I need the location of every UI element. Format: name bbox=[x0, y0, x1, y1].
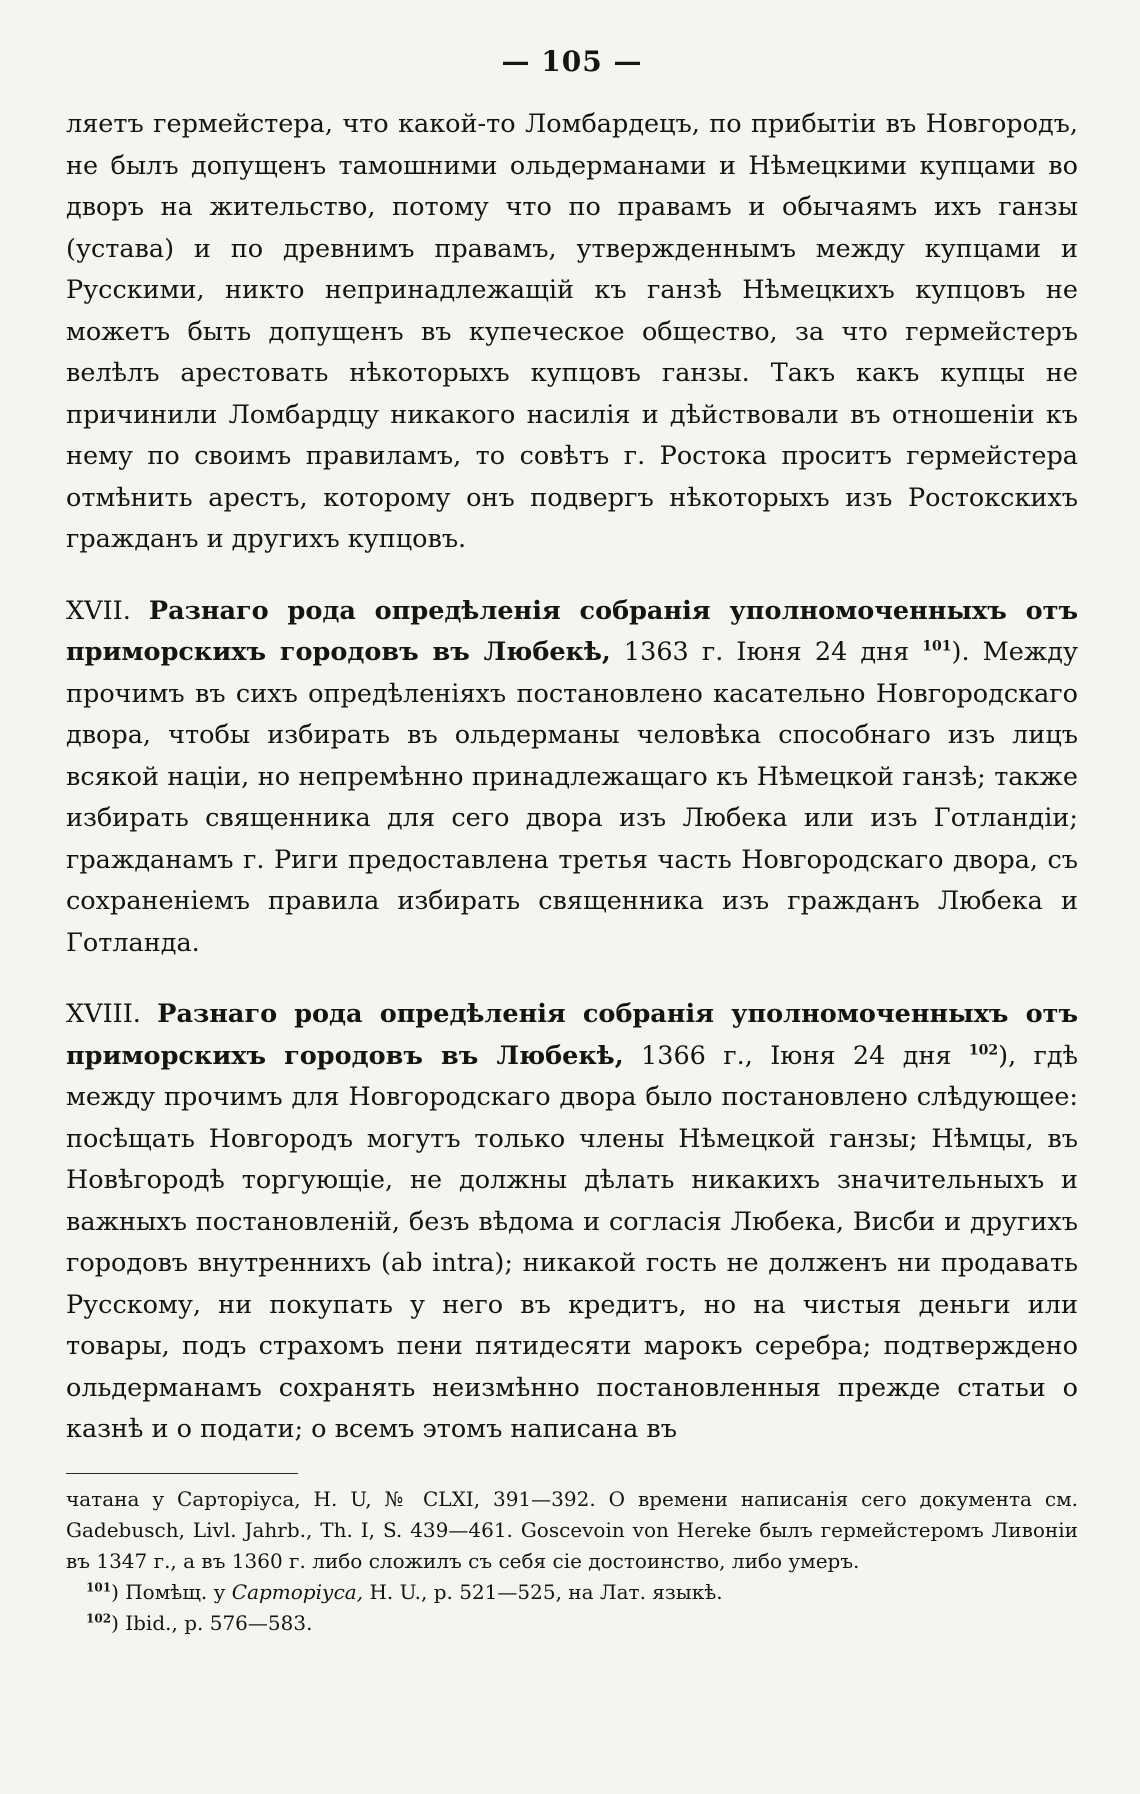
paragraph-intro: ляетъ гермейстера, что какой-то Ломбардецъ, по прибытіи въ Новгородъ, не былъ допущенъ тамошними ольдерманами и Нѣмецкими купцами во дворъ на жительство, потому что по правамъ и обычаямъ ихъ ганзы (устава) и по древнимъ правамъ, утвержденнымъ между купцами и Русскими, никто непринадлежащій къ ганзѣ Нѣмецкихъ купцовъ не можетъ быть допущенъ въ купеческое общество, за что гермейстеръ велѣлъ арестовать нѣкоторыхъ купцовъ ганзы. Такъ какъ купцы не причинили Ломбардцу никакого насилія и дѣйствовали въ отношеніи къ нему по своимъ правиламъ, то совѣтъ г. Ростока проситъ гермейстера отмѣнить арестъ, которому онъ подвергъ нѣкоторыхъ изъ Ростокскихъ гражданъ и другихъ купцовъ. bbox=[66, 109, 1078, 554]
section-xviii bbox=[66, 994, 1078, 1451]
footnote-ref-101[interactable]: 101 bbox=[922, 638, 952, 655]
section-xviii-title: Разнаго рода опредѣленія собранія уполномоченныхъ отъ приморскихъ городовъ въ Любекѣ, bbox=[66, 999, 1078, 1071]
footnote-101-post: H. U., p. 521—525, на Лат. языкѣ. bbox=[369, 1579, 723, 1604]
footnote-102-text: ) Ibid., p. 576—583. bbox=[111, 1610, 313, 1635]
footnote-101-author: Сарторіуса, bbox=[231, 1579, 364, 1604]
footnote-101 bbox=[66, 1577, 1078, 1608]
footnote-102 bbox=[66, 1608, 1078, 1639]
footnote-continuation: чатана у Сарторіуса, H. U, № CLXI, 391—392. О времени написанія сего документа см. Gadebusch, Livl. Jahrb., Th. I, S. 439—461. Goscevoin von Hereke былъ гермейстеромъ Ливоніи въ 1347 г., а въ 1360 г. либо сложилъ съ себя сіе достоинство, либо умеръ. bbox=[66, 1486, 1078, 1573]
section-xvii-date: 1363 г. Іюня 24 дня bbox=[623, 637, 910, 667]
footnote-101-pre: ) Помѣщ. у bbox=[111, 1579, 226, 1604]
footnote-divider bbox=[66, 1473, 298, 1474]
footnote-101-mark: 101 bbox=[86, 1579, 112, 1594]
page-number: — 105 — bbox=[501, 45, 643, 78]
section-xviii-date: 1366 г., Іюня 24 дня bbox=[641, 1040, 952, 1071]
section-xvii bbox=[66, 591, 1078, 965]
footnotes bbox=[66, 1484, 1078, 1639]
section-xvii-title: Разнаго рода опредѣленія собранія уполномоченныхъ отъ приморскихъ городовъ въ Любекѣ, bbox=[66, 595, 1079, 667]
footnote-102-mark: 102 bbox=[86, 1610, 112, 1625]
section-xviii-numeral: XVIII. bbox=[66, 999, 141, 1029]
footnote-ref-102[interactable]: 102 bbox=[968, 1042, 999, 1058]
main-text bbox=[66, 104, 1078, 1451]
section-xviii-body: ), гдѣ между прочимъ для Новгородскаго двора было постановлено слѣдующее: посѣщать Новгородъ могутъ только члены Нѣмецкой ганзы; Нѣмцы, въ Новѣгородѣ торгующіе, не должны дѣлать никакихъ значительныхъ и важныхъ постановленій, безъ вѣдома и согласія Любека, Висби и другихъ городовъ внутреннихъ (ab intra); никакой гость не долженъ ни продавать Русскому, ни покупать у него въ кредитъ, но на чистыя деньги или товары, подъ страхомъ пени пятидесяти марокъ серебра; подтверждено ольдерманамъ сохранять неизмѣнно постановленныя прежде статьи о казнѣ и о подати; о всемъ этомъ написана въ bbox=[66, 1040, 1078, 1444]
section-xvii-body: ). Между прочимъ въ сихъ опредѣленіяхъ постановлено касательно Новгородскаго двора, чтобы избирать въ ольдерманы человѣка способнаго изъ лицъ всякой націи, но непремѣнно принадлежащаго къ Нѣмецкой ганзѣ; также избирать священника для сего двора изъ Любека или изъ Готландіи; гражданамъ г. Риги предоставлена третья часть Новгородскаго двора, съ сохраненіемъ правила избирать священника изъ гражданъ Любека и Готланда. bbox=[66, 637, 1079, 958]
section-xvii-numeral: XVII. bbox=[66, 595, 131, 626]
